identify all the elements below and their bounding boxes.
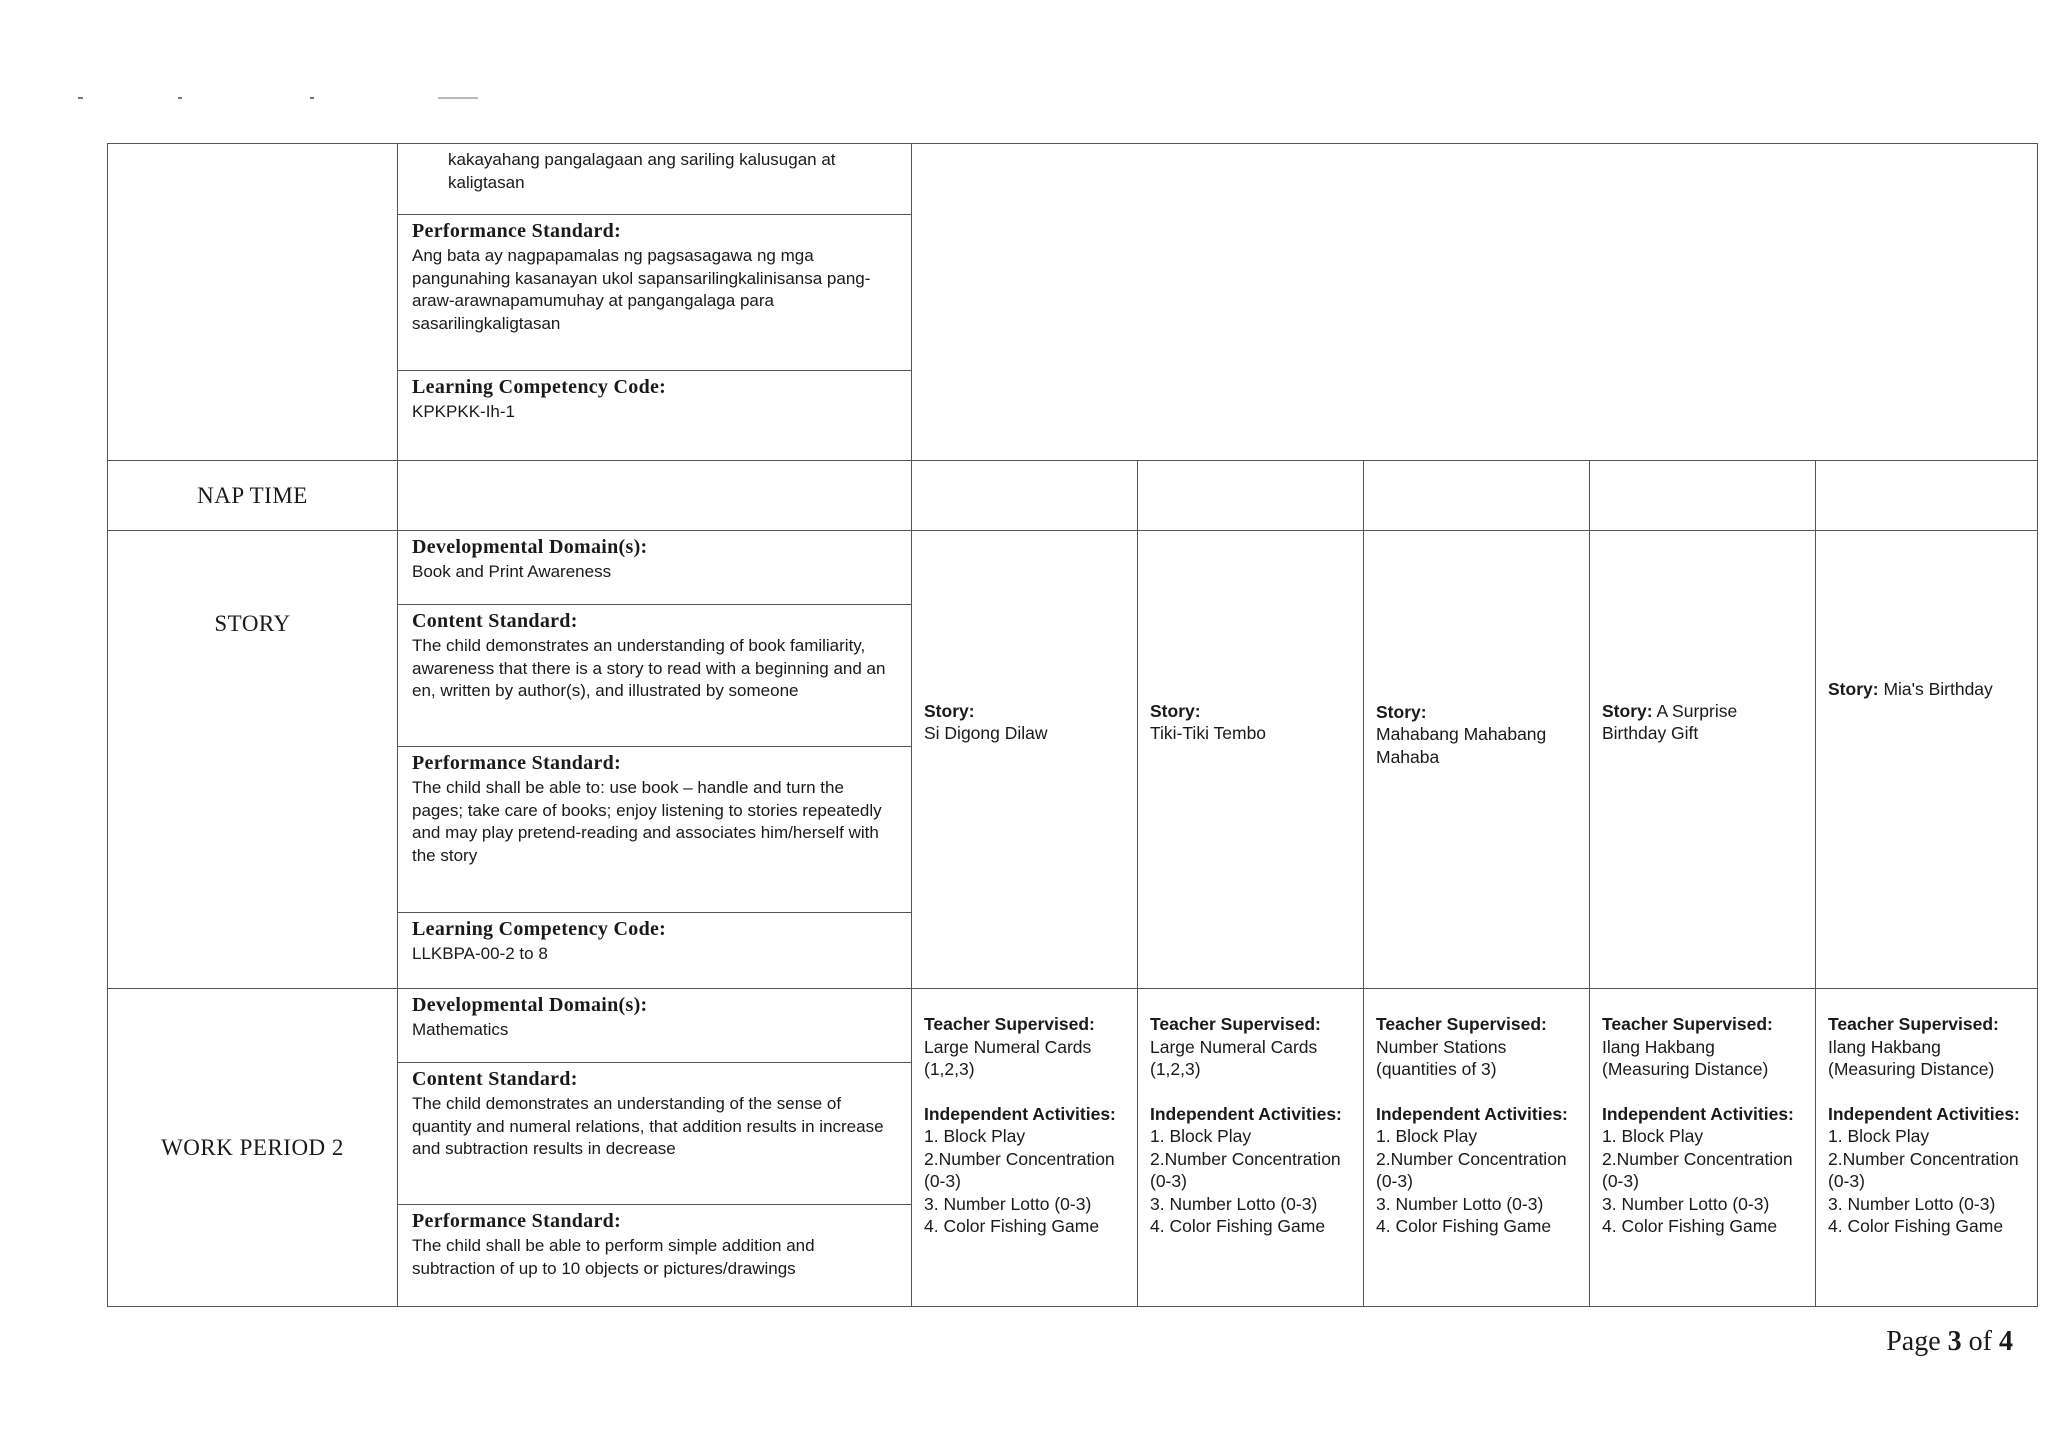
- independent-item: 4. Color Fishing Game: [924, 1216, 1100, 1236]
- story-content-heading: Content Standard:: [412, 610, 578, 632]
- story-day-4: [1590, 531, 1816, 989]
- supervised-activity: Large Numeral Cards (1,2,3): [924, 1036, 1092, 1079]
- independent-item: 3. Number Lotto (0-3): [1602, 1193, 1770, 1214]
- independent-item: 1. Block Play: [1376, 1126, 1478, 1146]
- story-day-5: [1816, 531, 2038, 989]
- story-title: A Surprise Birthday Gift: [1602, 700, 1738, 743]
- story-day-label: Story:: [1150, 700, 1201, 721]
- wp-domain-body: Mathematics: [412, 1020, 509, 1039]
- wp-day-4: [1590, 989, 1816, 1307]
- scan-artifacts: [78, 97, 518, 103]
- supervised-heading: Teacher Supervised:: [924, 1014, 1095, 1034]
- independent-item: 2.Number Concentration (0-3): [1602, 1148, 1793, 1191]
- independent-heading: Independent Activities:: [1376, 1103, 1568, 1124]
- wp-performance-heading: Performance Standard:: [412, 1210, 622, 1232]
- work-period-2-label: WORK PERIOD 2: [108, 989, 398, 1307]
- story-day-label: Story:: [1828, 678, 1879, 699]
- story-content-body: The child demonstrates an understanding of book familiarity, awareness that there is a story to read with a beginning and an en, written by author(s), and illustrated by someone: [412, 636, 886, 700]
- work-period-standards-cell: [398, 989, 912, 1307]
- story-title: Tiki-Tiki Tembo: [1150, 723, 1267, 743]
- independent-item: 2.Number Concentration (0-3): [1150, 1148, 1341, 1191]
- supervised-heading: Teacher Supervised:: [1602, 1014, 1773, 1034]
- story-day-label: Story:: [1602, 700, 1653, 721]
- performance-standard-heading: Performance Standard:: [412, 220, 622, 242]
- story-day-label: Story:: [1376, 701, 1427, 722]
- continuation-label-cell: [108, 144, 398, 461]
- independent-item: 1. Block Play: [1150, 1126, 1252, 1146]
- wp-day-3: [1364, 989, 1590, 1307]
- performance-standard-body: Ang bata ay nagpapamalas ng pagsasagawa ng mga pangunahing kasanayan ukol sapansarilingkalinisansa pang-araw-arawnapamumuhay at pangangalaga para sasarilingkaligtasan: [412, 246, 871, 333]
- story-day-label: Story:: [924, 700, 975, 721]
- independent-item: 3. Number Lotto (0-3): [1150, 1193, 1318, 1214]
- independent-heading: Independent Activities:: [1150, 1103, 1342, 1124]
- lesson-plan-table: [107, 143, 2038, 1307]
- independent-item: 4. Color Fishing Game: [1602, 1216, 1778, 1236]
- supervised-activity: Number Stations (quantities of 3): [1376, 1036, 1507, 1079]
- supervised-heading: Teacher Supervised:: [1376, 1014, 1547, 1034]
- continuation-standards-cell: [398, 144, 912, 461]
- independent-heading: Independent Activities:: [1602, 1103, 1794, 1124]
- wp-day-2: [1138, 989, 1364, 1307]
- wp-day-1: [912, 989, 1138, 1307]
- wp-day-5: [1816, 989, 2038, 1307]
- story-row: [108, 531, 2038, 989]
- work-period-2-row: [108, 989, 2038, 1307]
- page-total: 4: [1999, 1326, 2013, 1357]
- supervised-activity: Large Numeral Cards (1,2,3): [1150, 1036, 1318, 1079]
- independent-item: 1. Block Play: [924, 1126, 1026, 1146]
- wp-performance-body: The child shall be able to perform simple addition and subtraction of up to 10 objects or pictures/drawings: [412, 1236, 815, 1278]
- nap-time-label: NAP TIME: [108, 461, 398, 531]
- competency-code-body: KPKPKK-Ih-1: [412, 402, 515, 421]
- independent-item: 3. Number Lotto (0-3): [1828, 1193, 1996, 1214]
- competency-code-heading: Learning Competency Code:: [412, 376, 667, 398]
- independent-item: 4. Color Fishing Game: [1150, 1216, 1326, 1236]
- independent-item: 2.Number Concentration (0-3): [1828, 1148, 2019, 1191]
- independent-item: 2.Number Concentration (0-3): [1376, 1148, 1567, 1191]
- independent-item: 1. Block Play: [1828, 1126, 1930, 1146]
- continuation-row: [108, 144, 2038, 461]
- page-current: 3: [1947, 1326, 1962, 1357]
- story-label: STORY: [108, 531, 398, 989]
- wp-content-heading: Content Standard:: [412, 1068, 578, 1090]
- story-performance-heading: Performance Standard:: [412, 752, 622, 774]
- page-number: Page 3 of 4: [1886, 1326, 2013, 1357]
- story-title: Mahabang Mahabang Mahaba: [1376, 724, 1547, 767]
- independent-heading: Independent Activities:: [924, 1103, 1116, 1124]
- independent-heading: Independent Activities:: [1828, 1103, 2020, 1124]
- independent-item: 4. Color Fishing Game: [1376, 1216, 1552, 1236]
- story-competency-body: LLKBPA-00-2 to 8: [412, 944, 548, 963]
- independent-item: 1. Block Play: [1602, 1126, 1704, 1146]
- story-title: Mia's Birthday: [1883, 678, 1993, 699]
- independent-item: 2.Number Concentration (0-3): [924, 1148, 1115, 1191]
- supervised-activity: Ilang Hakbang (Measuring Distance): [1602, 1036, 1769, 1079]
- independent-item: 3. Number Lotto (0-3): [1376, 1193, 1544, 1214]
- continuation-days-cell: [912, 144, 2038, 461]
- story-day-2: [1138, 531, 1364, 989]
- wp-domain-heading: Developmental Domain(s):: [412, 994, 648, 1016]
- supervised-heading: Teacher Supervised:: [1828, 1014, 1999, 1034]
- supervised-heading: Teacher Supervised:: [1150, 1014, 1321, 1034]
- story-day-3: [1364, 531, 1590, 989]
- story-domain-heading: Developmental Domain(s):: [412, 536, 648, 558]
- story-domain-body: Book and Print Awareness: [412, 562, 612, 581]
- story-competency-heading: Learning Competency Code:: [412, 918, 667, 940]
- independent-item: 4. Color Fishing Game: [1828, 1216, 2004, 1236]
- story-performance-body: The child shall be able to: use book – handle and turn the pages; take care of books; enjoy listening to stories repeatedly and may play pretend-reading and associates him/herself with the story: [412, 778, 882, 865]
- continuation-text: kakayahang pangalagaan ang sariling kalusugan at kaligtasan: [448, 150, 836, 192]
- nap-time-row: [108, 461, 2038, 531]
- story-title: Si Digong Dilaw: [924, 723, 1048, 743]
- story-standards-cell: [398, 531, 912, 989]
- independent-item: 3. Number Lotto (0-3): [924, 1193, 1092, 1214]
- story-day-1: [912, 531, 1138, 989]
- wp-content-body: The child demonstrates an understanding of the sense of quantity and numeral relations, that addition results in increase and subtraction results in decrease: [412, 1094, 884, 1158]
- supervised-activity: Ilang Hakbang (Measuring Distance): [1828, 1036, 1995, 1079]
